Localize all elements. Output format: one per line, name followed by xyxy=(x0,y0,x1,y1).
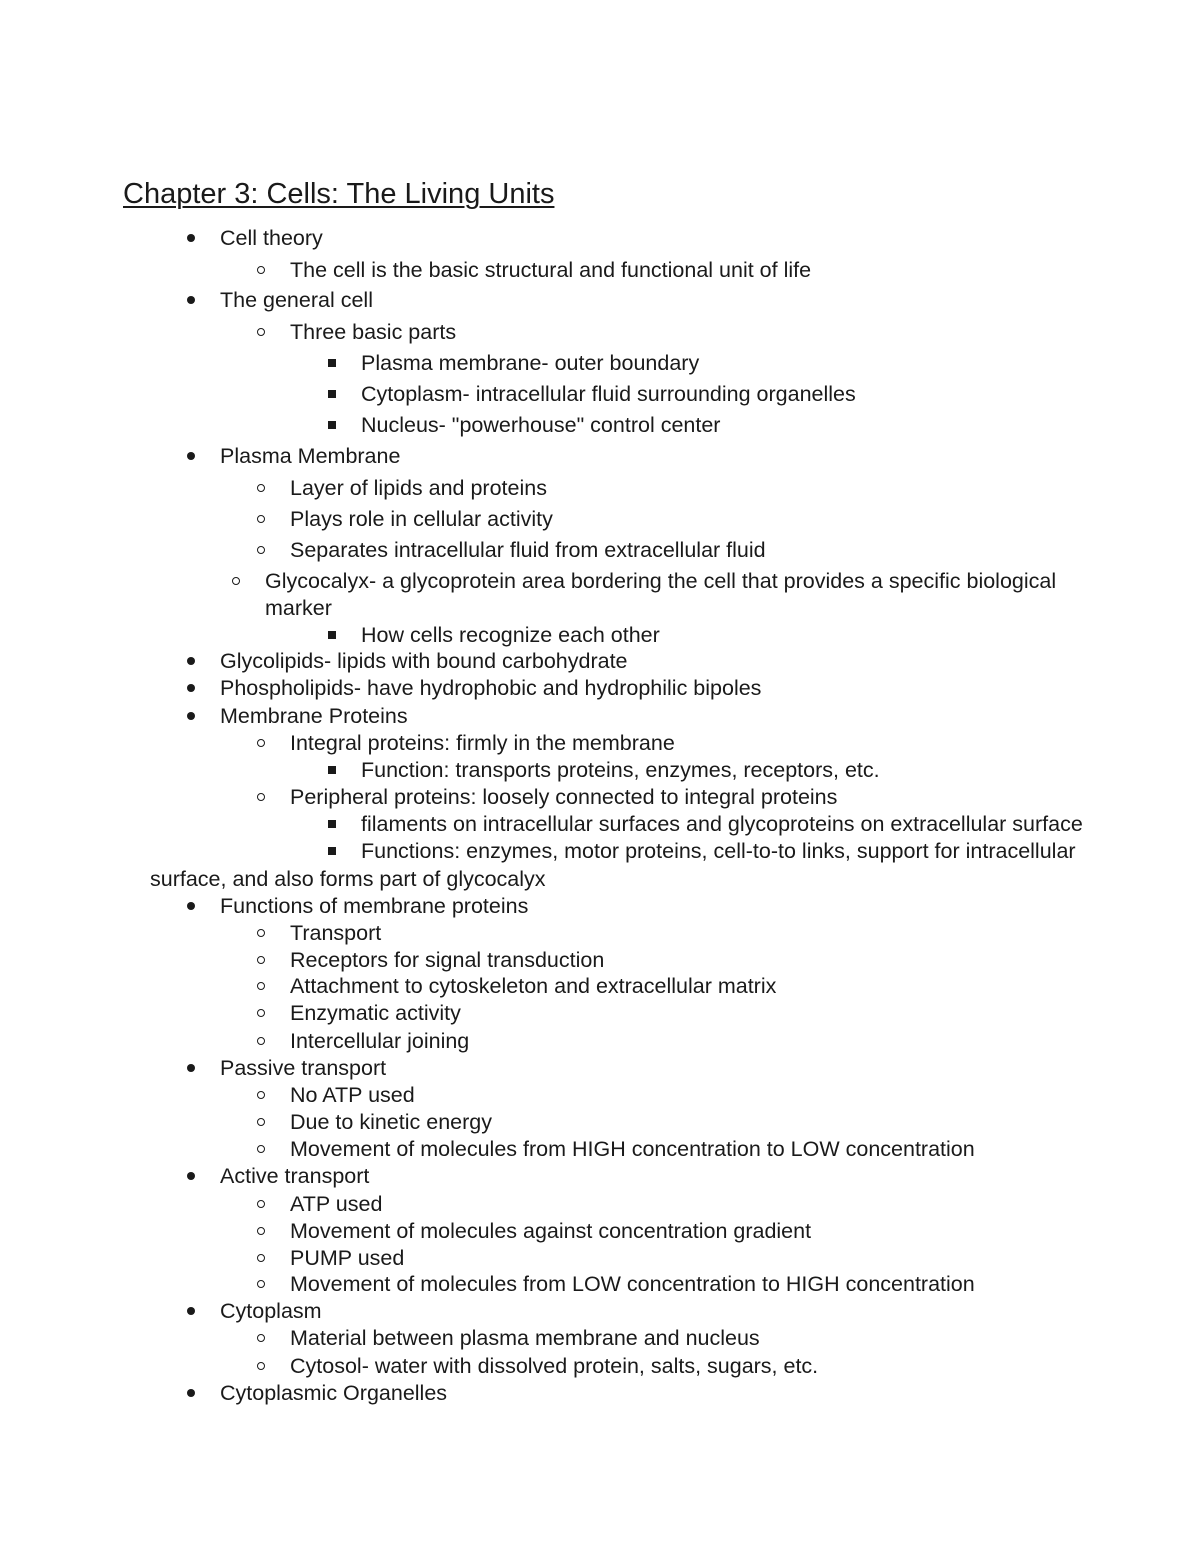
outline-item-text: marker xyxy=(265,596,332,620)
outline-item xyxy=(0,350,1200,376)
outline-item-text: Intercellular joining xyxy=(290,1029,470,1053)
circle-bullet-icon xyxy=(257,1091,265,1099)
outline-item-text: Plasma membrane- outer boundary xyxy=(361,351,700,375)
disc-bullet-icon xyxy=(187,452,195,460)
disc-bullet-icon xyxy=(187,712,195,720)
circle-bullet-icon xyxy=(257,739,265,747)
circle-bullet-icon xyxy=(257,956,265,964)
circle-bullet-icon xyxy=(257,1334,265,1342)
outline-item xyxy=(0,1298,1200,1324)
circle-bullet-icon xyxy=(257,1254,265,1262)
outline-item xyxy=(0,1082,1200,1108)
outline-item-text: Movement of molecules from HIGH concentration to LOW concentration xyxy=(290,1137,975,1161)
outline-item-text: Attachment to cytoskeleton and extracellular matrix xyxy=(290,974,777,998)
outline-item-text: Functions: enzymes, motor proteins, cell-to-to links, support for intracellular xyxy=(361,839,1076,863)
square-bullet-icon xyxy=(328,631,336,639)
outline-item xyxy=(0,1271,1200,1297)
circle-bullet-icon xyxy=(257,793,265,801)
page-title: Chapter 3: Cells: The Living Units xyxy=(123,178,555,210)
outline-item-text: PUMP used xyxy=(290,1246,405,1270)
outline-item xyxy=(0,675,1200,701)
outline-item xyxy=(0,1245,1200,1271)
circle-bullet-icon xyxy=(257,1227,265,1235)
outline-item-text: Passive transport xyxy=(220,1056,387,1080)
outline-item-text: Movement of molecules from LOW concentration to HIGH concentration xyxy=(290,1272,975,1296)
outline-item-text: Movement of molecules against concentration gradient xyxy=(290,1219,812,1243)
outline-item xyxy=(0,866,1200,892)
outline-item-text: Cytoplasmic Organelles xyxy=(220,1381,448,1405)
outline-item xyxy=(0,225,1200,251)
outline-item-text: ATP used xyxy=(290,1192,383,1216)
outline-item-text: Plasma Membrane xyxy=(220,444,401,468)
outline-item xyxy=(0,412,1200,438)
circle-bullet-icon xyxy=(257,1009,265,1017)
outline-item xyxy=(0,287,1200,313)
outline-item xyxy=(0,506,1200,532)
disc-bullet-icon xyxy=(187,1307,195,1315)
outline-item xyxy=(0,811,1200,837)
outline-item xyxy=(0,920,1200,946)
disc-bullet-icon xyxy=(187,902,195,910)
circle-bullet-icon xyxy=(257,328,265,336)
outline-item-text: Enzymatic activity xyxy=(290,1001,461,1025)
circle-bullet-icon xyxy=(257,484,265,492)
disc-bullet-icon xyxy=(187,657,195,665)
outline-item-text: Cell theory xyxy=(220,226,323,250)
square-bullet-icon xyxy=(328,390,336,398)
circle-bullet-icon xyxy=(257,515,265,523)
outline-item xyxy=(0,1028,1200,1054)
outline-item xyxy=(0,1000,1200,1026)
outline-item xyxy=(0,537,1200,563)
outline-item-text: Receptors for signal transduction xyxy=(290,948,605,972)
outline-item xyxy=(0,595,1200,621)
outline-item-text: Peripheral proteins: loosely connected to integral proteins xyxy=(290,785,838,809)
circle-bullet-icon xyxy=(257,929,265,937)
disc-bullet-icon xyxy=(187,1172,195,1180)
outline-item xyxy=(0,1191,1200,1217)
square-bullet-icon xyxy=(328,421,336,429)
outline-item xyxy=(0,730,1200,756)
outline-item xyxy=(0,475,1200,501)
outline-item-text: Nucleus- "powerhouse" control center xyxy=(361,413,721,437)
square-bullet-icon xyxy=(328,847,336,855)
outline-item-text: Transport xyxy=(290,921,382,945)
outline-item-text: Glycocalyx- a glycoprotein area bordering the cell that provides a specific biological xyxy=(265,569,1057,593)
outline-item-text: Cytosol- water with dissolved protein, salts, sugars, etc. xyxy=(290,1354,819,1378)
outline-item xyxy=(0,973,1200,999)
outline-item-text: Cytoplasm xyxy=(220,1299,322,1323)
outline-item-text: Plays role in cellular activity xyxy=(290,507,553,531)
outline-item xyxy=(0,703,1200,729)
outline-item xyxy=(0,757,1200,783)
outline-item xyxy=(0,893,1200,919)
outline-item-text: Active transport xyxy=(220,1164,370,1188)
outline-item xyxy=(0,1353,1200,1379)
outline-item xyxy=(0,443,1200,469)
outline-item-text: Function: transports proteins, enzymes, receptors, etc. xyxy=(361,758,880,782)
outline-item xyxy=(0,381,1200,407)
outline-item-text: Glycolipids- lipids with bound carbohydrate xyxy=(220,649,628,673)
circle-bullet-icon xyxy=(257,1280,265,1288)
outline-item xyxy=(0,1109,1200,1135)
outline-item-text: How cells recognize each other xyxy=(361,623,660,647)
circle-bullet-icon xyxy=(232,577,240,585)
outline-item-text: filaments on intracellular surfaces and glycoproteins on extracellular surface xyxy=(361,812,1083,836)
circle-bullet-icon xyxy=(257,1118,265,1126)
disc-bullet-icon xyxy=(187,684,195,692)
outline-item xyxy=(0,1136,1200,1162)
outline-item xyxy=(0,1380,1200,1406)
square-bullet-icon xyxy=(328,820,336,828)
outline-item-text: No ATP used xyxy=(290,1083,415,1107)
outline-item-text: Layer of lipids and proteins xyxy=(290,476,547,500)
circle-bullet-icon xyxy=(257,546,265,554)
outline-item-text: Due to kinetic energy xyxy=(290,1110,492,1134)
outline-item-text: Cytoplasm- intracellular fluid surrounding organelles xyxy=(361,382,856,406)
outline-item-text: Integral proteins: firmly in the membrane xyxy=(290,731,675,755)
disc-bullet-icon xyxy=(187,1064,195,1072)
outline-item xyxy=(0,319,1200,345)
outline-item xyxy=(0,784,1200,810)
outline-item xyxy=(0,257,1200,283)
outline-item-text: The cell is the basic structural and functional unit of life xyxy=(290,258,812,282)
outline-item-text: Material between plasma membrane and nucleus xyxy=(290,1326,760,1350)
disc-bullet-icon xyxy=(187,1389,195,1397)
outline-item xyxy=(0,622,1200,648)
disc-bullet-icon xyxy=(187,234,195,242)
outline-item xyxy=(0,947,1200,973)
circle-bullet-icon xyxy=(257,1037,265,1045)
outline-item-text: surface, and also forms part of glycocalyx xyxy=(150,867,546,891)
outline-item-text: Three basic parts xyxy=(290,320,457,344)
circle-bullet-icon xyxy=(257,1362,265,1370)
circle-bullet-icon xyxy=(257,1200,265,1208)
outline-item-text: Membrane Proteins xyxy=(220,704,408,728)
outline-item xyxy=(0,1055,1200,1081)
outline-item xyxy=(0,838,1200,864)
outline-item xyxy=(0,568,1200,594)
outline-item-text: Phospholipids- have hydrophobic and hydrophilic bipoles xyxy=(220,676,762,700)
circle-bullet-icon xyxy=(257,266,265,274)
outline-item xyxy=(0,1218,1200,1244)
circle-bullet-icon xyxy=(257,1145,265,1153)
circle-bullet-icon xyxy=(257,982,265,990)
square-bullet-icon xyxy=(328,766,336,774)
disc-bullet-icon xyxy=(187,296,195,304)
outline-item-text: Functions of membrane proteins xyxy=(220,894,529,918)
outline-item-text: The general cell xyxy=(220,288,373,312)
outline-item xyxy=(0,1325,1200,1351)
outline-item xyxy=(0,648,1200,674)
outline-item xyxy=(0,1163,1200,1189)
outline-item-text: Separates intracellular fluid from extracellular fluid xyxy=(290,538,766,562)
square-bullet-icon xyxy=(328,359,336,367)
